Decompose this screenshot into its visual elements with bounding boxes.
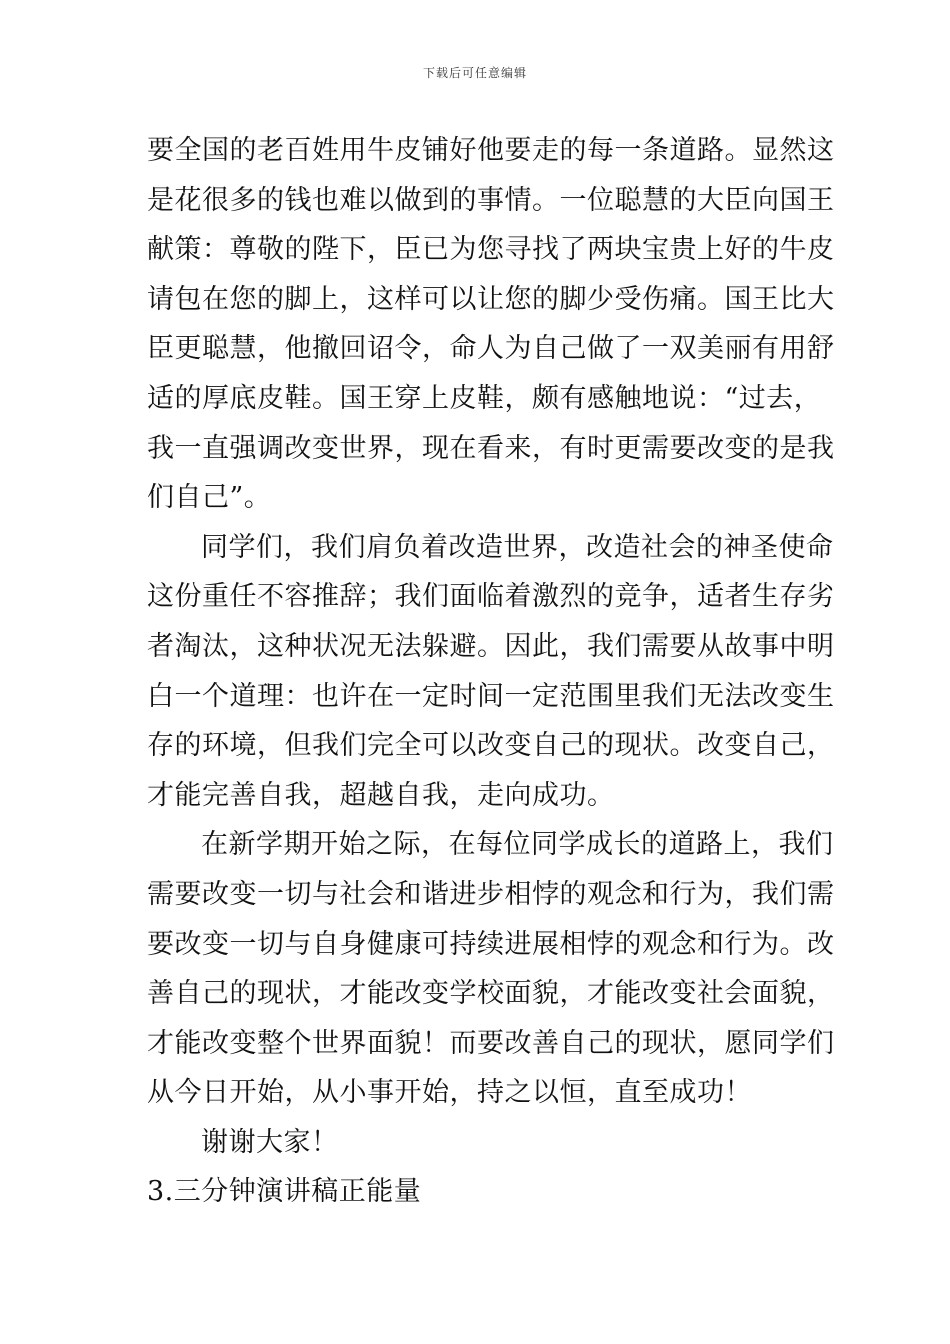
text-line: 者淘汰，这种状况无法躲避。因此，我们需要从故事中明 — [147, 630, 835, 662]
text-line: 谢谢大家！ — [201, 1126, 339, 1158]
document-body — [147, 126, 835, 1217]
text-line: 这份重任不容推辞；我们面临着激烈的竞争，适者生存劣 — [147, 581, 835, 613]
text-line: 我一直强调改变世界，现在看来，有时更需要改变的是我 — [147, 432, 835, 464]
text-line: 适的厚底皮鞋。国王穿上皮鞋，颇有感触地说：“过去， — [147, 382, 822, 414]
section-heading: 3.三分钟演讲稿正能量 — [147, 1176, 422, 1208]
text-line: 需要改变一切与社会和谐进步相悖的观念和行为，我们需 — [147, 878, 835, 910]
text-line: 善自己的现状，才能改变学校面貌，才能改变社会面貌， — [147, 978, 835, 1010]
paragraph-new-semester — [147, 820, 835, 1118]
page-header-note: 下载后可任意编辑 — [422, 66, 527, 80]
text-line: 们自己”。 — [147, 482, 272, 514]
paragraph-classmates — [147, 523, 835, 821]
text-line: 在新学期开始之际，在每位同学成长的道路上，我们 — [201, 829, 834, 861]
text-line: 要全国的老百姓用牛皮铺好他要走的每一条道路。显然这 — [147, 135, 835, 166]
text-line: 献策：尊敬的陛下，臣已为您寻找了两块宝贵上好的牛皮 — [147, 234, 835, 266]
paragraph-thanks — [147, 1118, 807, 1168]
text-line: 从今日开始，从小事开始，持之以恒，直至成功！ — [147, 1077, 752, 1109]
text-line: 要改变一切与自身健康可持续进展相悖的观念和行为。改 — [147, 928, 835, 960]
text-line: 请包在您的脚上，这样可以让您的脚少受伤痛。国王比大 — [147, 283, 835, 315]
text-line: 才能完善自我，超越自我，走向成功。 — [147, 779, 615, 811]
text-line: 臣更聪慧，他撤回诏令，命人为自己做了一双美丽有用舒 — [147, 333, 835, 365]
paragraph-king-story — [147, 126, 835, 523]
text-line: 是花很多的钱也难以做到的事情。一位聪慧的大臣向国王 — [147, 184, 835, 216]
text-line: 存的环境，但我们完全可以改变自己的现状。改变自己， — [147, 730, 835, 762]
text-line: 同学们，我们肩负着改造世界，改造社会的神圣使命 — [201, 531, 834, 563]
text-line: 白一个道理：也许在一定时间一定范围里我们无法改变生 — [147, 680, 835, 712]
text-line: 才能改变整个世界面貌！而要改善自己的现状，愿同学们 — [147, 1027, 835, 1059]
